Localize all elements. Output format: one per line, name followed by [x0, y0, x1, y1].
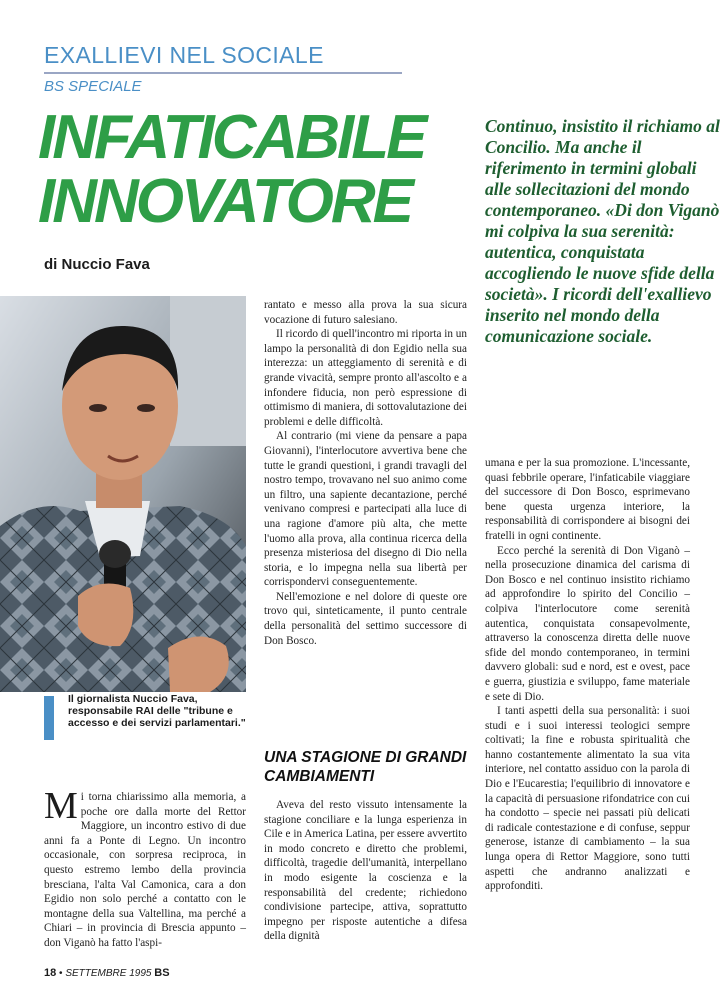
article-headline [38, 103, 478, 236]
caption-marker [44, 696, 54, 740]
byline: di Nuccio Fava [44, 256, 150, 273]
drop-cap: M [44, 785, 78, 827]
article-column-1 [44, 785, 246, 951]
kicker-divider [44, 72, 402, 74]
headline-line-1: INFATICABILE [38, 103, 425, 172]
page-footer [44, 967, 170, 979]
article-paragraph: Al contrario (mi viene da pensare a papa Giovanni), l'interlocutore avvertiva bene che tutte le grandi questioni, i grandi travagli del nostro tempo, trovavano nel suo animo come un filtro, una sapiente decantazione, perché venivano compresi e partecipati alla luce di una ragione d'amore più alta, che mette l'uomo alla prova, alla continua ricerca della presenza misteriosa del disegno di Dio nella storia, e lo impegna nella sua libertà per corrispondervi conseguentemente. [264, 430, 467, 589]
page-number: 18 [44, 967, 57, 979]
article-paragraph: Aveva del resto vissuto intensamente la stagione conciliare e la lunga esperienza in Cile e in America Latina, per essere avvertito in modo concreto e diretto che problemi, difficoltà, tragedie dell'umanità, interpellano in modo esigente la coscienza e la responsabilità del credente; richiedono condivisione partecipe, attiva, soprattutto impegno per risposte autentiche a difesa della dignità [264, 799, 467, 943]
article-paragraph [44, 785, 246, 951]
portrait-illustration [0, 296, 246, 692]
section-subkicker: BS SPECIALE [44, 78, 142, 95]
article-paragraph: Nell'emozione e nel dolore di queste ore trovo qui, sinteticamente, il punto centrale della personalità del settimo successore di Don Bosco. [264, 590, 467, 647]
photo-caption: Il giornalista Nuccio Fava, responsabile RAI delle "tribune e accesso e dei servizi parlamentari." [68, 693, 246, 729]
article-paragraph: rantato e messo alla prova la sua sicura vocazione di futuro salesiano. [264, 299, 467, 326]
magazine-name: BS [154, 967, 170, 979]
headline-line-2: INNOVATORE [38, 167, 412, 236]
section-kicker: EXALLIEVI NEL SOCIALE [44, 42, 324, 68]
issue-date: SETTEMBRE 1995 [65, 968, 152, 979]
article-paragraph: umana e per la sua promozione. L'incessante, quasi febbrile operare, l'infaticabile viaggiare del successore di Don Bosco, esprimevano bene questa urgenza interiore, la responsabilità di corrispondere ai bisogni dei fratelli in ogni continente. [485, 457, 690, 542]
article-paragraph: I tanti aspetti della sua personalità: i suoi studi e i suoi interessi teologici sempre coltivati; la fine e robusta spiritualità che hanno costantemente alimentato la sua vita interiore, nel contatto assiduo con la parola di Dio e l'Eucarestia; l'equilibrio di innovatore e la capacità di persuasione rifondatrice con cui ha condotto – specie nei passati più delicati di radicale contestazione e di confuse, seppur generose, istanze di cambiamento – la sua lunga opera di Rettor Maggiore, sono tutti aspetti che andranno analizzati e approfonditi. [485, 705, 691, 893]
article-paragraph: Il ricordo di quell'incontro mi riporta in un lampo la personalità di don Egidio nella sua interezza: un atteggiamento di serenità e di grande vivacità, sempre pronto all'ascolto e a infondere fiducia, non però espressione di ottimismo di maniera, di sottovalutazione dei problemi e delle difficoltà. [264, 328, 467, 428]
article-column-2 [264, 298, 467, 648]
pull-quote: Continuo, insistito il richiamo al Concilio. Ma anche il riferimento in termini globali alle sollecitazioni del mondo contemporaneo. «Di don Viganò mi colpiva la sua serenità: autentica, conquistata accogliendo le nuove sfide della società». I ricordi dell'exallievo inserito nel mondo della comunicazione sociale. [485, 116, 720, 346]
article-text: i torna chiarissimo alla memoria, a poche ore dalla morte del Rettor Maggiore, un incontro estivo di due anni fa a Ponte di Legno. Un incontro occasionale, con sorpresa reciproca, in questo estremo lembo della provincia bresciana, l'alta Val Camonica, cara a don Egidio non solo perché a contatto con le montagne della sua Valtellina, ma perché a Chiari – in provincia di Brescia appunto – don Viganò ha fatto l'aspi- [44, 791, 246, 949]
article-column-3 [485, 456, 690, 894]
article-column-2-lower [264, 798, 467, 944]
footer-separator: • [59, 968, 63, 979]
portrait-photo [0, 296, 246, 692]
article-paragraph: Ecco perché la serenità di Don Viganò – nella prosecuzione dinamica del carisma di Don Bosco e nel continuo insistito richiamo ad approfondire lo spirito del Concilio – colpiva l'interlocutore come serenità autentica, conquistata consapevolmente, attraverso la conoscenza diretta delle nuove sfide del mondo contemporaneo, in termini davvero globali: sud e nord, est e ovest, pace e guerra, giustizia e sviluppo, fame materiale e sete di Dio. [485, 544, 690, 703]
section-subhead: UNA STAGIONE DI GRANDI CAMBIAMENTI [264, 749, 467, 785]
